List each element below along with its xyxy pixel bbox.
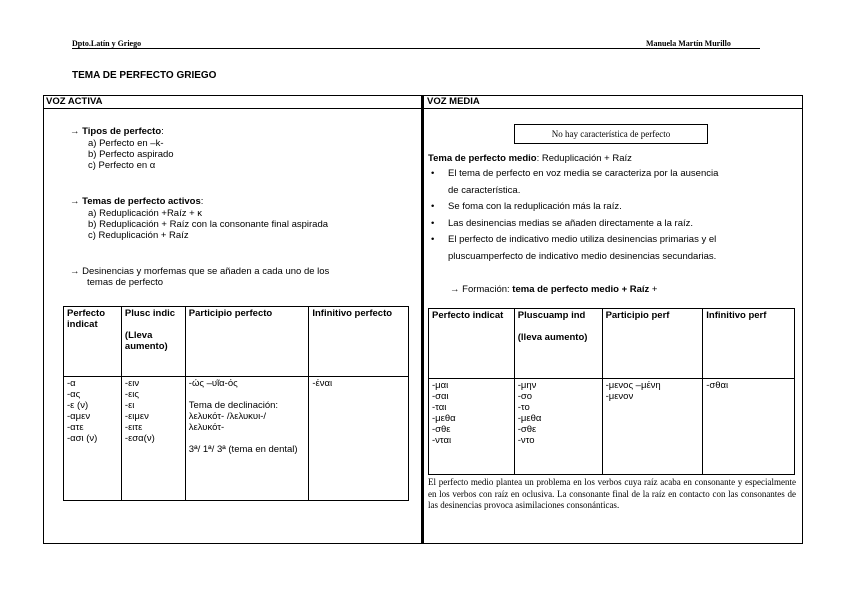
list-item: • El perfecto de indicativo medio utiliza desinencias primarias y el pluscuamperfecto de indicativo medio desinencias secundarias. (428, 232, 800, 265)
list-item: c) Perfecto en α (88, 160, 156, 171)
asimilaciones-paragraph: El perfecto medio plantea un problema en los verbos cuya raíz acaba en consonante y especialmente en los verbos con raíz en oclusiva. La consonante final de la raíz en contacto con las consonantes de las desinencias provoca asimilaciones consonánticas. (428, 477, 796, 510)
tipos-heading: → Tipos de perfecto: (70, 126, 164, 137)
table-header-row (429, 309, 795, 379)
media-heading: VOZ MEDIA (427, 96, 480, 107)
arrow-right-icon: → (70, 196, 80, 207)
header-pluscuamp-ind: Pluscuamp ind (lleva aumento) (514, 309, 602, 379)
infinitivo-ending: -έναι (309, 377, 409, 501)
list-item: a) Perfecto en –k- (88, 138, 164, 149)
header-perfecto-indicat: Perfecto indicat (429, 309, 515, 379)
arrow-right-icon: → (450, 284, 460, 295)
list-item: • Se foma con la reduplicación más la raíz. (428, 199, 800, 216)
header-infinitivo: Infinitivo perfecto (309, 307, 409, 377)
plusc-endings: -ειν -εις -ει -ειμεν -ειτε -εσα(ν) (121, 377, 185, 501)
temas-heading: → Temas de perfecto activos: (70, 196, 204, 207)
pluscuamp-endings: -μην -σο -το -μεθα -σθε -ντο (514, 379, 602, 475)
formacion-line: → Formación: tema de perfecto medio + Raíz + (450, 284, 658, 295)
tipos-label: Tipos de perfecto (82, 126, 162, 137)
header-perfecto-indicat: Perfecto indicat (64, 307, 122, 377)
participio-endings: -ώς –υῖα-ός Tema de declinación: λελυκότ- /λελυκυι-/ λελυκότ- 3ª/ 1ª/ 3ª (tema en dental) (185, 377, 309, 501)
tema-medio-line: Tema de perfecto medio: Reduplicación + Raíz (428, 153, 632, 164)
list-item: b) Perfecto aspirado (88, 149, 174, 160)
header-participio: Participio perfecto (185, 307, 309, 377)
header-department: Dpto.Latín y Griego (72, 39, 142, 48)
tema-medio-label: Tema de perfecto medio (428, 153, 537, 164)
no-characteristic-box: No hay característica de perfecto (514, 124, 708, 144)
list-item: b) Reduplicación + Raíz con la consonante final aspirada (88, 219, 329, 230)
page-title: TEMA DE PERFECTO GRIEGO (72, 70, 217, 81)
activa-endings-table (63, 306, 409, 501)
desinencias-text: → Desinencias y morfemas que se añaden a cada uno de los temas de perfecto (70, 266, 330, 288)
temas-label: Temas de perfecto activos (82, 196, 201, 207)
table-row (429, 379, 795, 475)
list-item: a) Reduplicación +Raíz + κ (88, 208, 203, 219)
activa-heading-rule (43, 108, 421, 109)
media-endings-table (428, 308, 795, 475)
header-participio: Participio perf (602, 309, 703, 379)
arrow-right-icon: → (70, 266, 80, 277)
tipos-list (88, 138, 174, 171)
participio-endings: -μενος –μένη -μενον (602, 379, 703, 475)
arrow-right-icon: → (70, 126, 80, 137)
list-item: c) Reduplicación + Raíz (88, 230, 189, 241)
table-row (64, 377, 409, 501)
media-bullet-list (428, 166, 800, 265)
list-item: • El tema de perfecto en voz media se caracteriza por la ausencia de característica. (428, 166, 800, 199)
temas-list (88, 208, 328, 241)
list-item: • Las desinencias medias se añaden directamente a la raíz. (428, 216, 800, 233)
infinitivo-ending: -σθαι (703, 379, 795, 475)
header-author: Manuela Martín Murillo (646, 39, 731, 48)
perfecto-endings: -μαι -σαι -ται -μεθα -σθε -νται (429, 379, 515, 475)
header-rule (72, 48, 760, 49)
column-divider (421, 95, 424, 544)
header-infinitivo: Infinitivo perf (703, 309, 795, 379)
perfecto-endings: -α -ας -ε (ν) -αμεν -ατε -ασι (ν) (64, 377, 122, 501)
media-heading-rule (424, 108, 803, 109)
activa-heading: VOZ ACTIVA (46, 96, 103, 107)
header-plusc-indic: Plusc indic (Lleva aumento) (121, 307, 185, 377)
table-header-row (64, 307, 409, 377)
